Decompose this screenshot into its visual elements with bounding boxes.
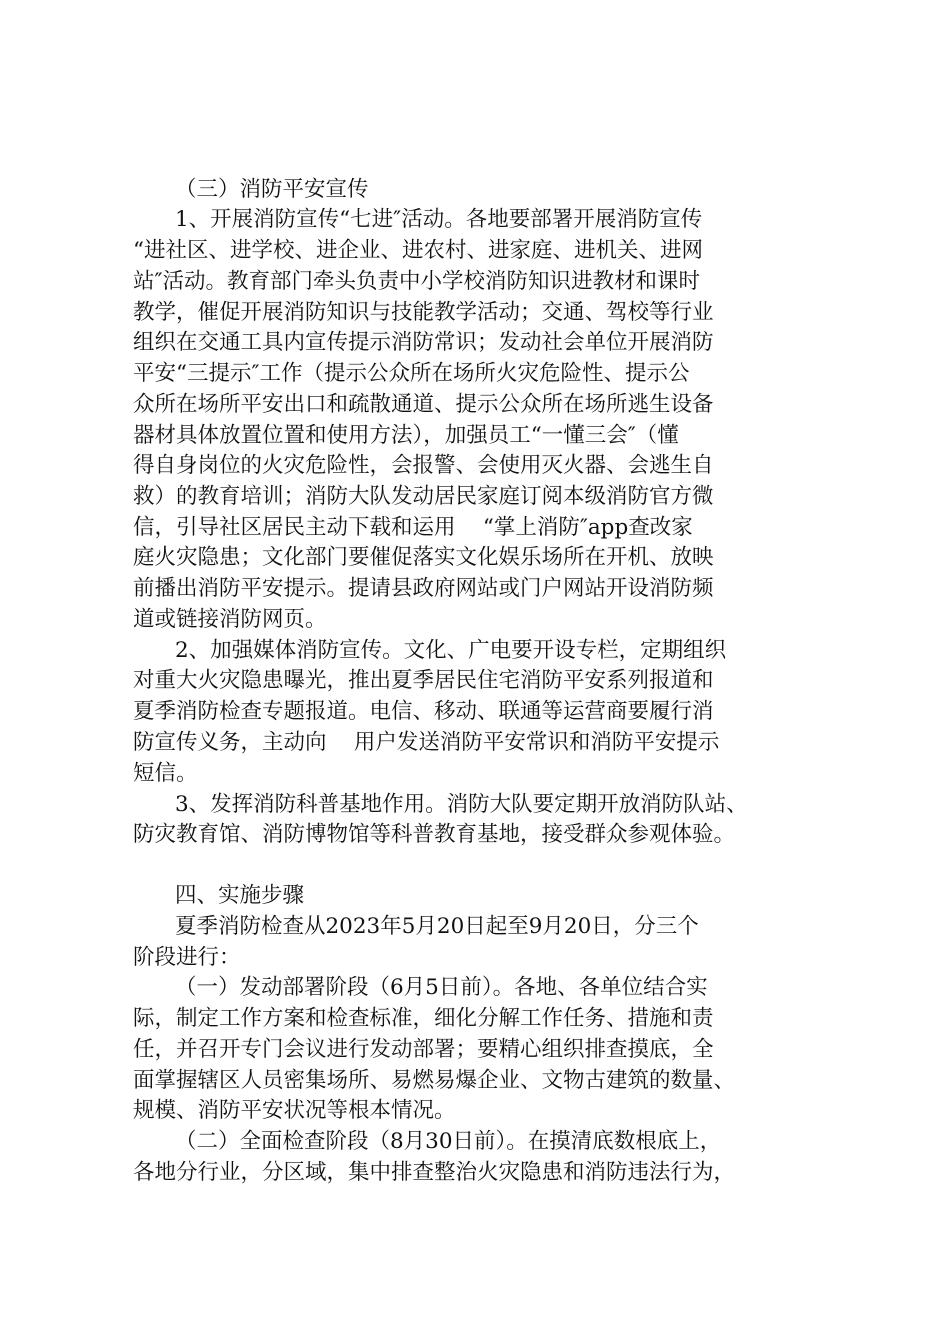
paragraph-line: 3、发挥消防科普基地作用。消防大队要定期开放消防队站、 [175, 792, 748, 817]
paragraph-line: 站″活动。教育部门牵头负责中小学校消防知识进教材和课时 [133, 269, 701, 294]
paragraph-line: 前播出消防平安提示。提请县政府网站或门户网站开设消防频 [133, 576, 714, 601]
paragraph-line: 众所在场所平安出口和疏散通道、提示公众所在场所逃生设备 [133, 392, 714, 417]
paragraph-line: 规模、消防平安状况等根本情况。 [133, 1098, 456, 1123]
paragraph-line: 防宣传义务，主动向 用户发送消防平安常识和消防平安提示 [133, 730, 720, 755]
paragraph-line: 得自身岗位的火灾危险性，会报警、会使用灭火器、会逃生自 [133, 453, 714, 478]
paragraph-line: 短信。 [133, 761, 198, 786]
paragraph-line: 面掌握辖区人员密集场所、易燃易爆企业、文物古建筑的数量、 [133, 1068, 736, 1093]
paragraph-line: 夏季消防检查从2023年5月20日起至9月20日，分三个 [175, 914, 699, 939]
paragraph-line: 各地分行业，分区域，集中排查整治火灾隐患和消防违法行为， [133, 1160, 736, 1185]
paragraph-line: 道或链接消防网页。 [133, 607, 327, 632]
section-heading: 四、实施步骤 [175, 883, 305, 908]
paragraph-line: 任，并召开专门会议进行发动部署；要精心组织排查摸底，全 [133, 1037, 714, 1062]
paragraph-line: 组织在交通工具内宣传提示消防常识；发动社会单位开展消防 [133, 330, 714, 355]
paragraph-line: “进社区、进学校、进企业、进农村、进家庭、进机关、进网 [133, 238, 703, 263]
paragraph-line: 庭火灾隐患；文化部门要催促落实文化娱乐场所在开机、放映 [133, 545, 714, 570]
paragraph-line: 信，引导社区居民主动下载和运用 “掌上消防″app查改家 [133, 515, 693, 540]
paragraph-line: 救）的教育培训；消防大队发动居民家庭订阅本级消防官方微 [133, 484, 714, 509]
paragraph-line: 平安“三提示″工作（提示公众所在场所火灾危险性、提示公 [133, 361, 690, 386]
paragraph-line: 教学，催促开展消防知识与技能教学活动；交通、驾校等行业 [133, 300, 714, 325]
paragraph-line: 际，制定工作方案和检查标准，细化分解工作任务、措施和责 [133, 1006, 714, 1031]
paragraph-line: 2、加强媒体消防宣传。文化、广电要开设专栏，定期组织 [175, 638, 727, 663]
paragraph-line: 夏季消防检查专题报道。电信、移动、联通等运营商要履行消 [133, 699, 714, 724]
section-heading: （三）消防平安宣传 [175, 177, 369, 202]
paragraph-line: 1、开展消防宣传“七进″活动。各地要部署开展消防宣传 [175, 207, 703, 232]
paragraph-line: 阶段进行： [133, 945, 241, 970]
paragraph-line: 对重大火灾隐患曝光，推出夏季居民住宅消防平安系列报道和 [133, 668, 714, 693]
paragraph-line: （一）发动部署阶段（6月5日前）。各地、各单位结合实 [175, 975, 708, 1000]
paragraph-line: 防灾教育馆、消防博物馆等科普教育基地，接受群众参观体验。 [133, 822, 736, 847]
paragraph-line: 器材具体放置位置和使用方法），加强员工“一懂三会″（懂 [133, 423, 679, 448]
paragraph-line: （二）全面检查阶段（8月30日前）。在摸清底数根底上， [175, 1129, 722, 1154]
